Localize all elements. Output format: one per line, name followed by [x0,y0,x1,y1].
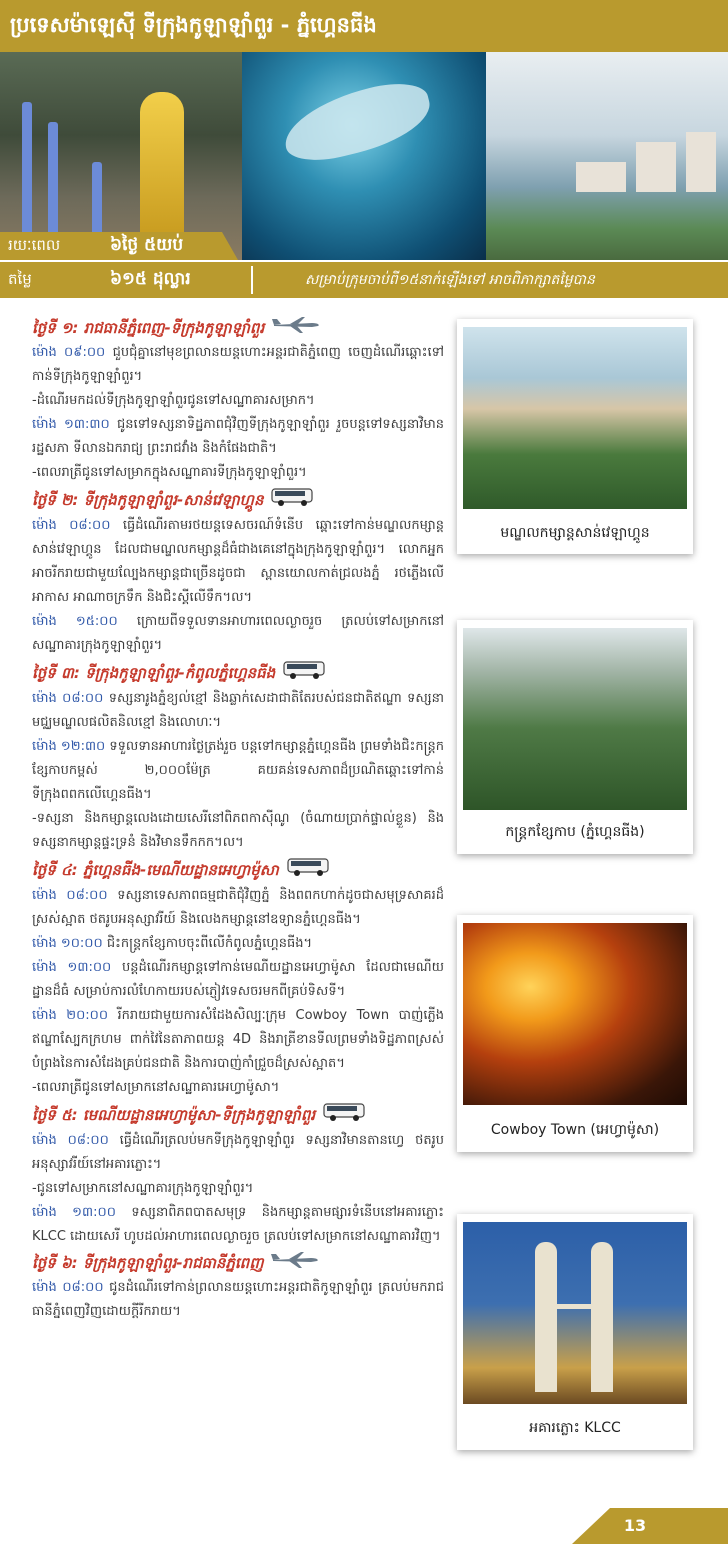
itinerary-paragraph [32,956,444,1004]
tower-shape [591,1242,613,1392]
golden-statue [140,92,184,242]
bus-icon [271,487,315,514]
photo-caption: Cowboy Town (អេហ្វាម៉ូសា) [490,1122,660,1138]
twin-towers-photo [463,1222,687,1404]
fire-show-photo [463,923,687,1105]
time-label: ម៉ោង ០៩:០០ [32,345,106,360]
photo-caption: មណ្ឌលកម្សាន្តសាន់វេឡាហ្គូន [500,525,650,541]
page-number: 13 [623,1516,647,1535]
airplane-icon [272,316,322,341]
day-title: ថ្ងៃទី ៦: ទីក្រុងកូឡាឡាំពួរ-រាជធានីភ្នំពេញ [32,1254,264,1272]
tower-shape [535,1242,557,1392]
day-title: ថ្ងៃទី ៣: ទីក្រុងកូឡាឡាំពួរ-កំពូលភ្នំហ្គេនធីង [32,664,276,682]
photo-card [457,319,693,554]
photo-caption: កន្ត្រកខ្សែកាប (ភ្នំហ្គេនធីង) [505,824,645,840]
paragraph-text: -ពេលរាត្រីជូនទៅសម្រាកនៅសណ្ឋាគារអេហ្វាម៉ូសា។ [32,1080,280,1095]
day-heading [32,316,444,341]
airplane-icon [271,1251,321,1276]
building [636,142,676,192]
time-label: ម៉ោង ១៥:០០ [32,614,118,629]
paragraph-text: ជួបជុំគ្នានៅមុខព្រលានយន្តហោះអន្តរជាតិភ្នំពេញ ចេញដំណើរឆ្ពោះទៅកាន់ទីក្រុងកូឡាឡាំពួរ។ [32,345,444,384]
itinerary-paragraph [32,461,444,485]
day-heading [32,487,444,514]
lamp-post [22,102,32,252]
itinerary-paragraph [32,514,444,610]
time-label: ម៉ោង ១៣:៣០ [32,417,110,432]
itinerary-paragraph [32,1201,444,1249]
duration-value: ៦ថ្ងៃ ៥យប់ [110,235,184,255]
itinerary-paragraph [32,1129,444,1177]
time-label: ម៉ោង ០៨:០០ [32,888,108,903]
paragraph-text: ទស្សនារូងភ្នំខ្យល់ខ្មៅ និងឆ្លាក់សេដាជាតិតែរបស់ជនជាតិឥណ្ឌា ទស្សនាមជ្ឈមណ្ឌលផលិតនិលខ្មៅ និងលោហៈ។ [32,691,444,730]
itinerary-paragraph [32,1004,444,1076]
itinerary-paragraph [32,341,444,389]
price-value: ៦១៥ ដុល្លារ [110,269,191,289]
paragraph-text: ទទួលទានអាហារថ្ងៃត្រង់រួច បន្តទៅកម្សាន្តភ្នំហ្គេនធីង ព្រមទាំងជិះកន្ត្រកខ្សែកាបកម្ពស់ ២,០០០ម៉ែត្រ គយគន់ទេសភាពដ៏ប្រណិតឆ្ពោះទៅកាន់ទីក្រុងពពកលើហ្គេនធីង។ [32,739,444,802]
theme-park-photo [463,327,687,509]
time-label: ម៉ោង ០៨:០០ [32,1133,109,1148]
banner-photos [0,52,728,260]
day-heading [32,660,444,687]
time-label: ម៉ោង ១៣:០០ [32,1205,116,1220]
page-title: ប្រទេសម៉ាឡេស៊ី ទីក្រុងកូឡាឡាំពួរ - ភ្នំហ្គេនធីង [10,13,377,37]
time-label: ម៉ោង ១២:៣០ [32,739,106,754]
temple-photo [0,52,242,260]
day-heading [32,1251,444,1276]
itinerary-paragraph [32,735,444,807]
day-title: ថ្ងៃទី ១: រាជធានីភ្នំពេញ-ទីក្រុងកូឡាឡាំពួរ [32,319,265,337]
time-label: ម៉ោង ០៨:០០ [32,1280,104,1295]
paragraph-text: បន្តដំណើរកម្សាន្តទៅកាន់មេណីយដ្ឋានអេហ្វាម៉ូសា ដែលជាមេណីយដ្ឋានដ៏ធំ សម្រាប់ការលំហែកាយរបស់ភ្ញៀវទេសចរមកពីគ្រប់ទិសទី។ [32,960,444,999]
bus-icon [283,660,327,687]
day-title: ថ្ងៃទី ២: ទីក្រុងកូឡាឡាំពួរ-សាន់វេឡាហ្គូន [32,491,264,509]
paragraph-text: ទស្សនាពិភពបាតសមុទ្រ និងកម្សាន្តតាមផ្សារទំនើបនៅអគារភ្លោះ KLCC ដោយសេរី ហូបដល់អាហារពេលល្ងាចរួច ត្រលប់ទៅសម្រាកនៅសណ្ឋាគារវិញ។ [32,1205,444,1244]
itinerary-paragraph [32,1076,444,1100]
building [576,162,626,192]
paragraph-text: ជូនទៅទស្សនាទិដ្ឋភាពជុំវិញទីក្រុងកូឡាឡាំពួរ រួចបន្តទៅទស្សនាវិមានរដ្ឋសភា ទីលានឯករាជ្យ ព្រះរាជវាំង និងកំផែងជាតិ។ [32,417,445,456]
itinerary-paragraph [32,610,444,658]
paragraph-text: ជិះកន្ត្រកខ្សែកាបចុះពីលើកំពូលភ្នំហ្គេនធីង។ [102,936,313,951]
price-label: តម្លៃ [8,270,32,288]
itinerary [32,314,444,1324]
itinerary-paragraph [32,687,444,735]
photo-card [457,620,693,854]
divider [251,266,253,294]
time-label: ម៉ោង ២០:០០ [32,1008,109,1023]
building [686,132,716,192]
highlands-photo [486,52,728,260]
paragraph-text: ទស្សនាទេសភាពធម្មជាតិជុំវិញភ្នំ និងពពកហាក់ដូចជាសមុទ្រសាគរដ៏ស្រស់ស្អាត ថតរូបអនុស្សាវរីយ៍ និងលេងកម្សាន្តនៅឧទ្យានភ្នំហ្គេនធីង។ [32,888,444,927]
paragraph-text: -ទស្សនា និងកម្សាន្តលេងដោយសេរីនៅពិភពកាស៊ីណូ (ចំណាយប្រាក់ផ្ទាល់ខ្លួន) និងទស្សនាកម្សាន្តផ្ទះទ្រនំ និងវិមានទឹកកក។ល។ [32,811,444,850]
duration-label: រយៈពេល [8,236,61,254]
time-label: ម៉ោង ០៨:០០ [32,691,104,706]
time-label: ម៉ោង ០៨:០០ [32,518,111,533]
itinerary-paragraph [32,884,444,932]
itinerary-paragraph [32,413,444,461]
itinerary-paragraph [32,932,444,956]
photo-caption: អគារភ្លោះ KLCC [529,1420,621,1436]
itinerary-paragraph [32,1177,444,1201]
aquarium-photo [242,52,486,260]
paragraph-text: ធ្វើដំណើរត្រលប់មកទីក្រុងកូឡាឡាំពួរ ទស្សនាវិមានតានហ្វេ ថតរូបអនុស្សាវរីយ៍នៅអគារភ្លោះ។ [32,1133,444,1172]
cable-car-photo [463,628,687,810]
paragraph-text: ជូនដំណើរទៅកាន់ព្រលានយន្តហោះអន្តរជាតិកូឡាឡាំពួរ ត្រលប់មករាជធានីភ្នំពេញវិញដោយក្តីរីករាយ។ [32,1280,444,1319]
paragraph-text: -ដំណើរមកដល់ទីក្រុងកូឡាឡាំពួរជូនទៅសណ្ឋាគារសម្រាក។ [32,393,315,408]
photo-card [457,1214,693,1450]
time-label: ម៉ោង ១៣:០០ [32,960,112,975]
day-heading [32,1102,444,1129]
itinerary-paragraph [32,1276,444,1324]
bus-icon [323,1102,367,1129]
shark-shape [277,75,437,170]
skybridge [557,1304,591,1309]
day-title: ថ្ងៃទី ៥: មេណីយដ្ឋានអេហ្វាម៉ូសា-ទីក្រុងកូឡាឡាំពួរ [32,1106,316,1124]
day-title: ថ្ងៃទី ៤: ភ្នំហ្គេនធីង-មេណីយដ្ឋានអេហ្វាម៉ូសា [32,861,279,879]
price-note: សម្រាប់ក្រុមចាប់ពី១៥នាក់ឡើងទៅ អាចពិភាក្សាតម្លៃបាន [305,272,595,288]
bus-icon [287,857,331,884]
paragraph-text: ធ្វើដំណើរតាមរថយន្តទេសចរណ៍ទំនើប ឆ្ពោះទៅកាន់មណ្ឌលកម្សាន្តសាន់វេឡាហ្គូន ដែលជាមណ្ឌលកម្សាន្តដ៏ធំជាងគេនៅក្នុងក្រុងកូឡាឡាំពួរ។ លោកអ្នកអាចរីករាយជាមួយល្បែងកម្សាន្តជាច្រើនដូចជា ស្ពានយោលកាត់ជ្រលងភ្នំ រថភ្លើងលើអាកាស អាណាចក្រទឹក និងជិះស្គីលើទឹក។ល។ [32,518,444,605]
paragraph-text: រីករាយជាមួយការសំដែងសិល្បៈក្រុម Cowboy Town បាញ់ភ្លើងឥណ្ឌាស្បែកក្រហម ពាក់វៃនៃតាភាពយន្ត 4D និងរាត្រីខានទីលព្រមទាំងទិដ្ឋភាពស្រស់បំព្រងនៃការសំដែងគ្រប់ជនជាតិ និងការបាញ់កាំជ្រួចដ៏ស្រស់ស្អាត។ [32,1008,444,1071]
photo-card [457,915,693,1152]
itinerary-paragraph [32,807,444,855]
header-bar [0,0,728,52]
itinerary-paragraph [32,389,444,413]
time-label: ម៉ោង ១០:០០ [32,936,103,951]
paragraph-text: -ជូនទៅសម្រាកនៅសណ្ឋាគារក្រុងកូឡាឡាំពួរ។ [32,1181,254,1196]
paragraph-text: -ពេលរាត្រីជូនទៅសម្រាកក្នុងសណ្ឋាគារទីក្រុងកូឡាឡាំពួរ។ [32,465,307,480]
paragraph-text: ក្រោយពីទទួលទានអាហារពេលល្ងាចរួច ត្រលប់ទៅសម្រាកនៅសណ្ឋាគារក្រុងកូឡាឡាំពួរ។ [32,614,444,653]
day-heading [32,857,444,884]
